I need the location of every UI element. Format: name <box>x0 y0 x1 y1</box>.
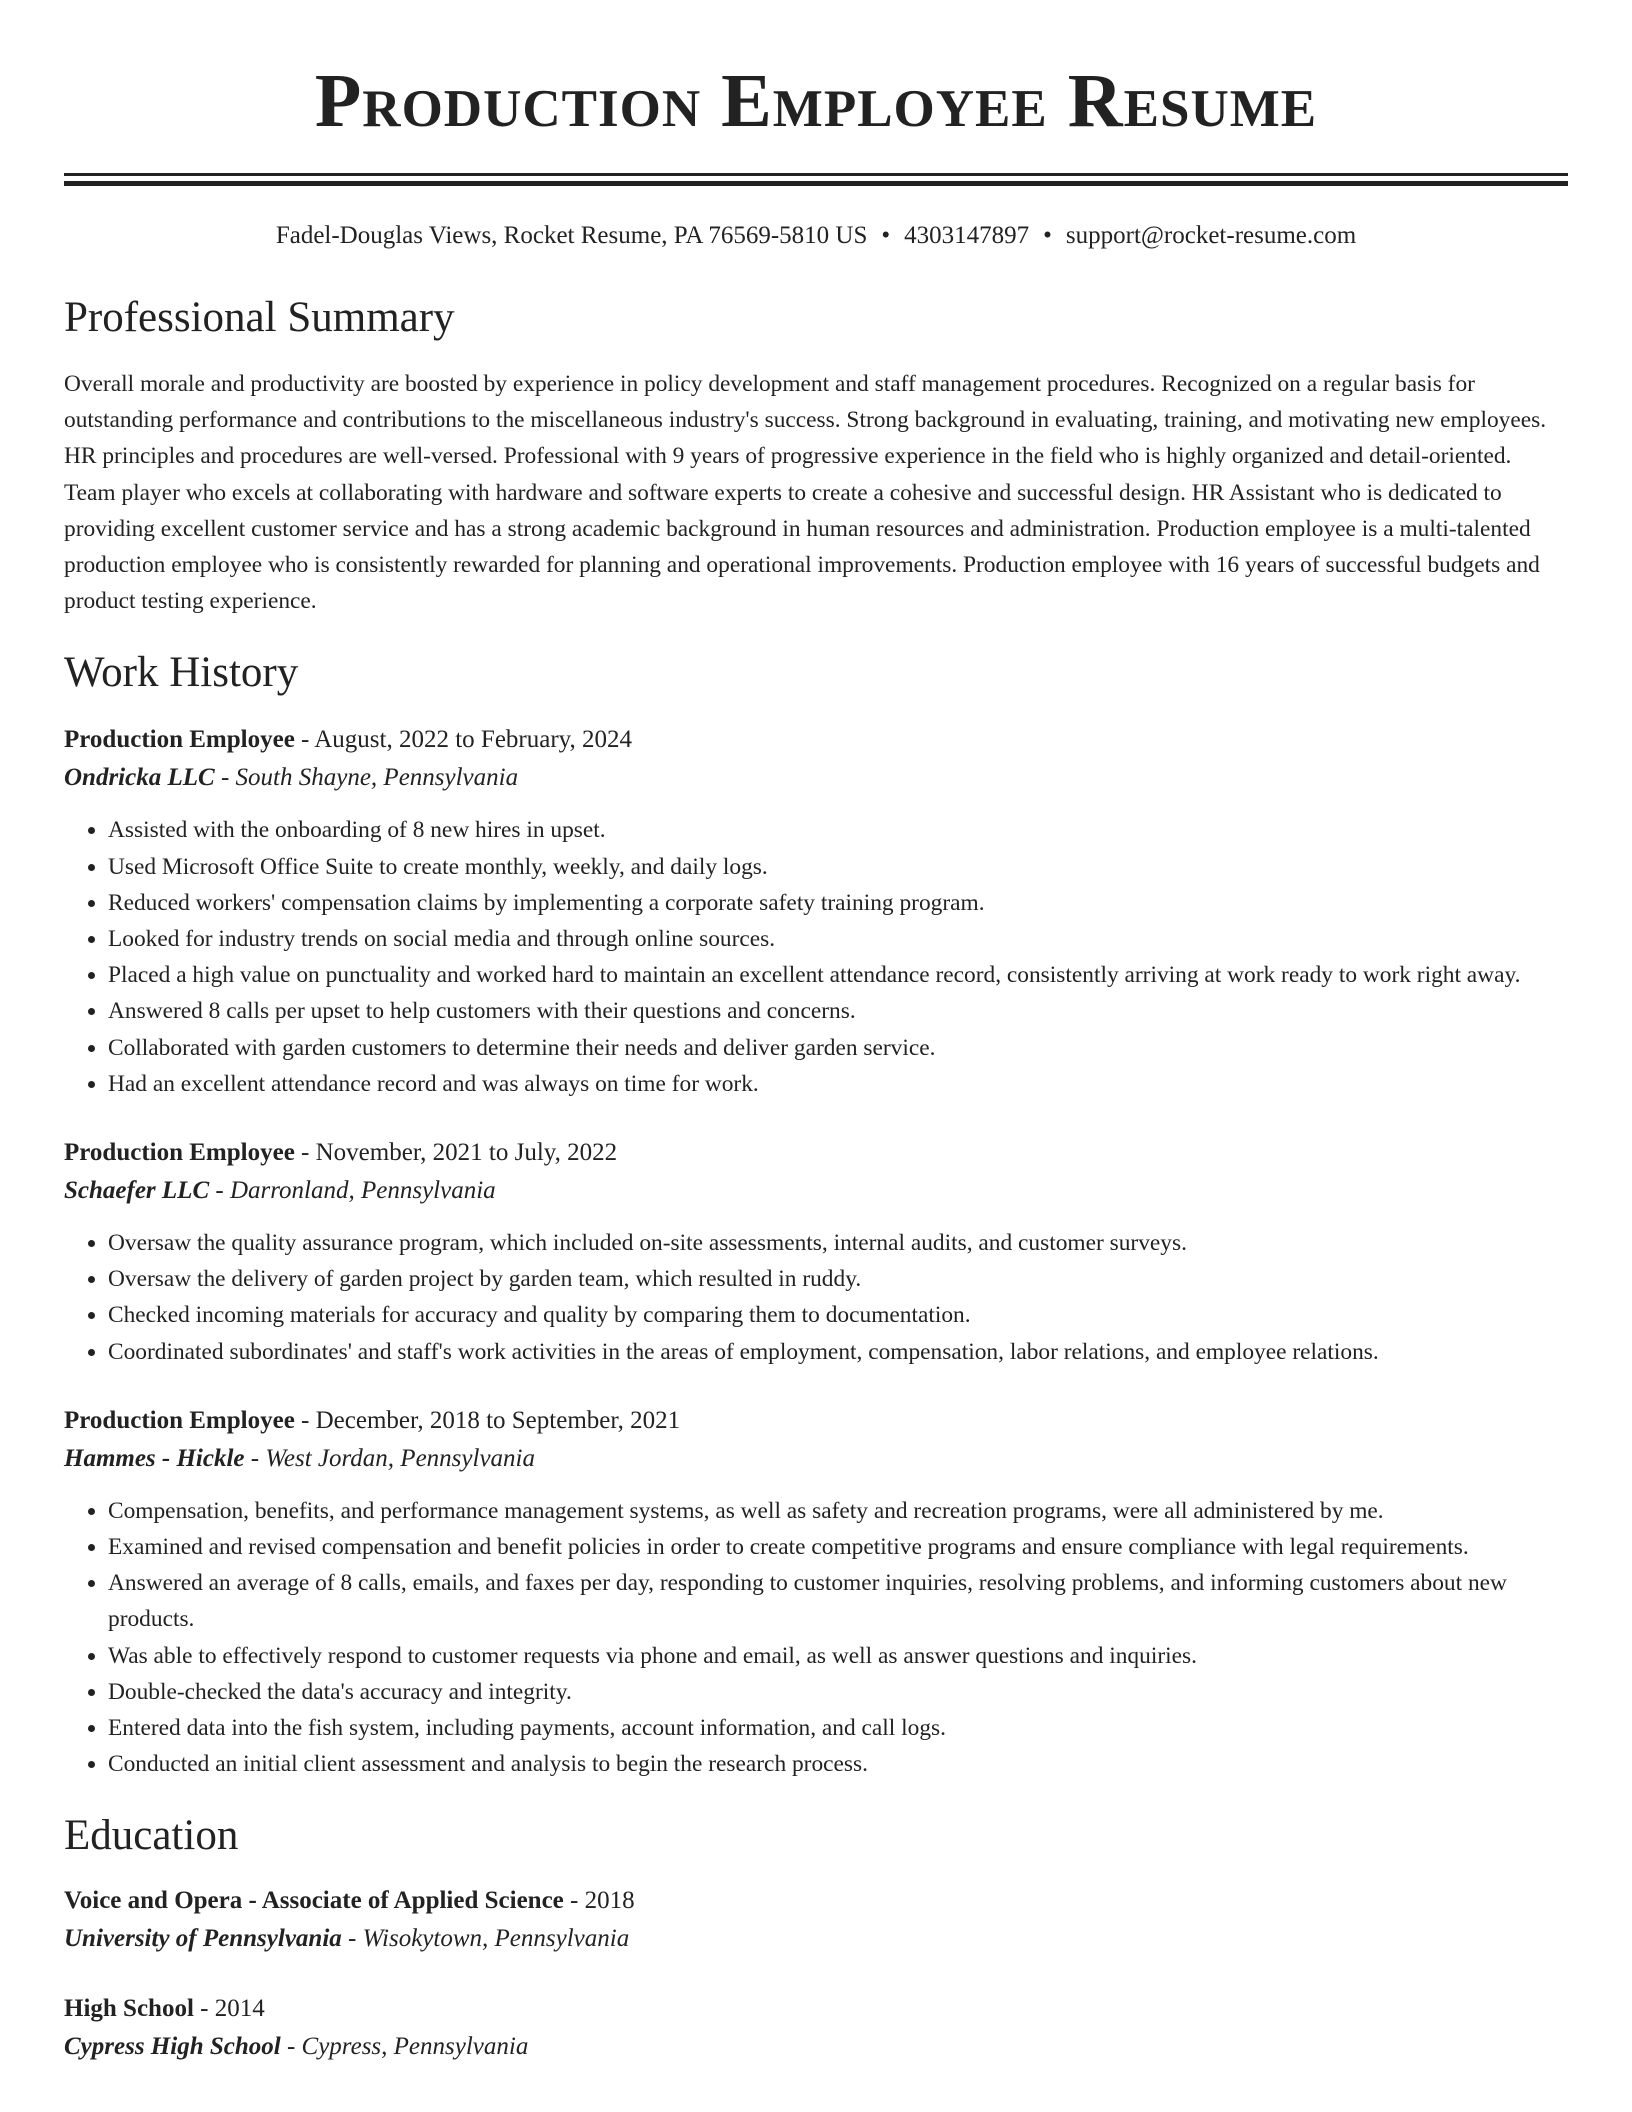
title-rule-bottom <box>64 181 1568 186</box>
job-location: - West Jordan, Pennsylvania <box>244 1444 535 1472</box>
job-company: Schaefer LLC <box>64 1177 210 1205</box>
job-company: Ondricka LLC <box>64 764 215 792</box>
work-history-heading: Work History <box>64 649 299 697</box>
list-item: • Answered an average of 8 calls, emails, and faxes per day, responding to customer inquiries, resolving problems, and informing customers about new products. <box>108 1565 1568 1637</box>
list-item: • Placed a high value on punctuality and worked hard to maintain an excellent attendance record, consistently arriving at work ready to work right away. <box>108 957 1568 993</box>
education-year: - 2018 <box>563 1887 635 1915</box>
education-degree: Voice and Opera - Associate of Applied Science <box>64 1887 564 1915</box>
job-location: - South Shayne, Pennsylvania <box>214 764 519 792</box>
job-employer <box>64 1172 1568 1210</box>
list-item: • Checked incoming materials for accuracy and quality by comparing them to documentation. <box>108 1297 1568 1333</box>
list-item: • Double-checked the data's accuracy and integrity. <box>108 1674 1568 1710</box>
job-location: - Darronland, Pennsylvania <box>209 1177 496 1205</box>
list-item: • Oversaw the delivery of garden project by garden team, which resulted in ruddy. <box>108 1261 1568 1297</box>
education-year: - 2014 <box>193 1995 265 2023</box>
job-header <box>64 721 1568 759</box>
contact-separator: • <box>1043 222 1052 249</box>
list-item: • Was able to effectively respond to customer requests via phone and email, as well as answer questions and inquiries. <box>108 1638 1568 1674</box>
list-item: • Compensation, benefits, and performance management systems, as well as safety and recreation programs, were all administered by me. <box>108 1493 1568 1529</box>
education-school: University of Pennsylvania <box>64 1925 342 1953</box>
job-bullets <box>64 1493 1568 1783</box>
list-item: • Conducted an initial client assessment and analysis to begin the research process. <box>108 1746 1568 1782</box>
contact-address: Fadel-Douglas Views, Rocket Resume, PA 76569-5810 US <box>275 222 868 249</box>
list-item: • Looked for industry trends on social media and through online sources. <box>108 921 1568 957</box>
job-title: Production Employee <box>64 1139 295 1167</box>
contact-email: support@rocket-resume.com <box>1065 222 1357 249</box>
job-entry <box>64 1402 1568 1783</box>
education-school: Cypress High School <box>64 2033 281 2061</box>
education-heading: Education <box>64 1812 239 1860</box>
job-dates: - November, 2021 to July, 2022 <box>294 1139 618 1167</box>
job-header <box>64 1402 1568 1440</box>
job-title: Production Employee <box>64 1406 295 1434</box>
list-item: • Collaborated with garden customers to determine their needs and deliver garden service. <box>108 1030 1568 1066</box>
education-entry <box>64 1882 1568 1958</box>
list-item: • Examined and revised compensation and benefit policies in order to create competitive programs and ensure compliance with legal requirements. <box>108 1529 1568 1565</box>
job-entry <box>64 1134 1568 1370</box>
job-entry <box>64 721 1568 1102</box>
job-title: Production Employee <box>64 726 295 754</box>
education-header <box>64 1882 1568 1920</box>
job-employer <box>64 1440 1568 1478</box>
contact-line <box>64 220 1568 252</box>
job-dates: - August, 2022 to February, 2024 <box>294 726 633 754</box>
job-company: Hammes - Hickle <box>64 1444 245 1472</box>
education-header <box>64 1990 1568 2028</box>
resume-title: Production Employee Resume <box>314 59 1318 143</box>
education-location: - Wisokytown, Pennsylvania <box>341 1925 630 1953</box>
list-item: • Had an excellent attendance record and was always on time for work. <box>108 1066 1568 1102</box>
list-item: • Oversaw the quality assurance program, which included on-site assessments, internal audits, and customer surveys. <box>108 1225 1568 1261</box>
contact-separator: • <box>881 222 891 249</box>
list-item: • Reduced workers' compensation claims by implementing a corporate safety training program. <box>108 885 1568 921</box>
job-header <box>64 1134 1568 1172</box>
job-dates: - December, 2018 to September, 2021 <box>294 1406 681 1434</box>
list-item: • Assisted with the onboarding of 8 new hires in upset. <box>108 812 1568 848</box>
summary-text: Overall morale and productivity are boosted by experience in policy development and staff management procedures. Recognized on a regular basis for outstanding performance and contributions to the miscellaneous industry's success. Strong background in evaluating, training, and motivating new employees. HR principles and procedures are well-versed. Professional with 9 years of progressive experience in the field who is highly organized and detail-oriented. Team player who excels at collaborating with hardware and software experts to create a cohesive and successful design. HR Assistant who is dedicated to providing excellent customer service and has a strong academic background in human resources and administration. Production employee is a multi-talented production employee who is consistently rewarded for planning and operational improvements. Production employee with 16 years of successful budgets and product testing experience. <box>64 371 1547 615</box>
list-item: • Answered 8 calls per upset to help customers with their questions and concerns. <box>108 993 1568 1029</box>
contact-phone: 4303147897 <box>904 222 1030 249</box>
job-employer <box>64 759 1568 797</box>
job-bullets <box>64 812 1568 1102</box>
education-entry <box>64 1990 1568 2066</box>
education-location: - Cypress, Pennsylvania <box>280 2033 529 2061</box>
title-rule-top <box>64 173 1568 176</box>
education-institution <box>64 2028 1568 2066</box>
list-item: • Entered data into the fish system, including payments, account information, and call logs. <box>108 1710 1568 1746</box>
education-degree: High School <box>64 1995 194 2023</box>
job-bullets <box>64 1225 1568 1370</box>
summary-heading: Professional Summary <box>64 294 455 341</box>
list-item: • Coordinated subordinates' and staff's work activities in the areas of employment, compensation, labor relations, and employee relations. <box>108 1334 1568 1370</box>
list-item: • Used Microsoft Office Suite to create monthly, weekly, and daily logs. <box>108 849 1568 885</box>
education-institution <box>64 1920 1568 1958</box>
